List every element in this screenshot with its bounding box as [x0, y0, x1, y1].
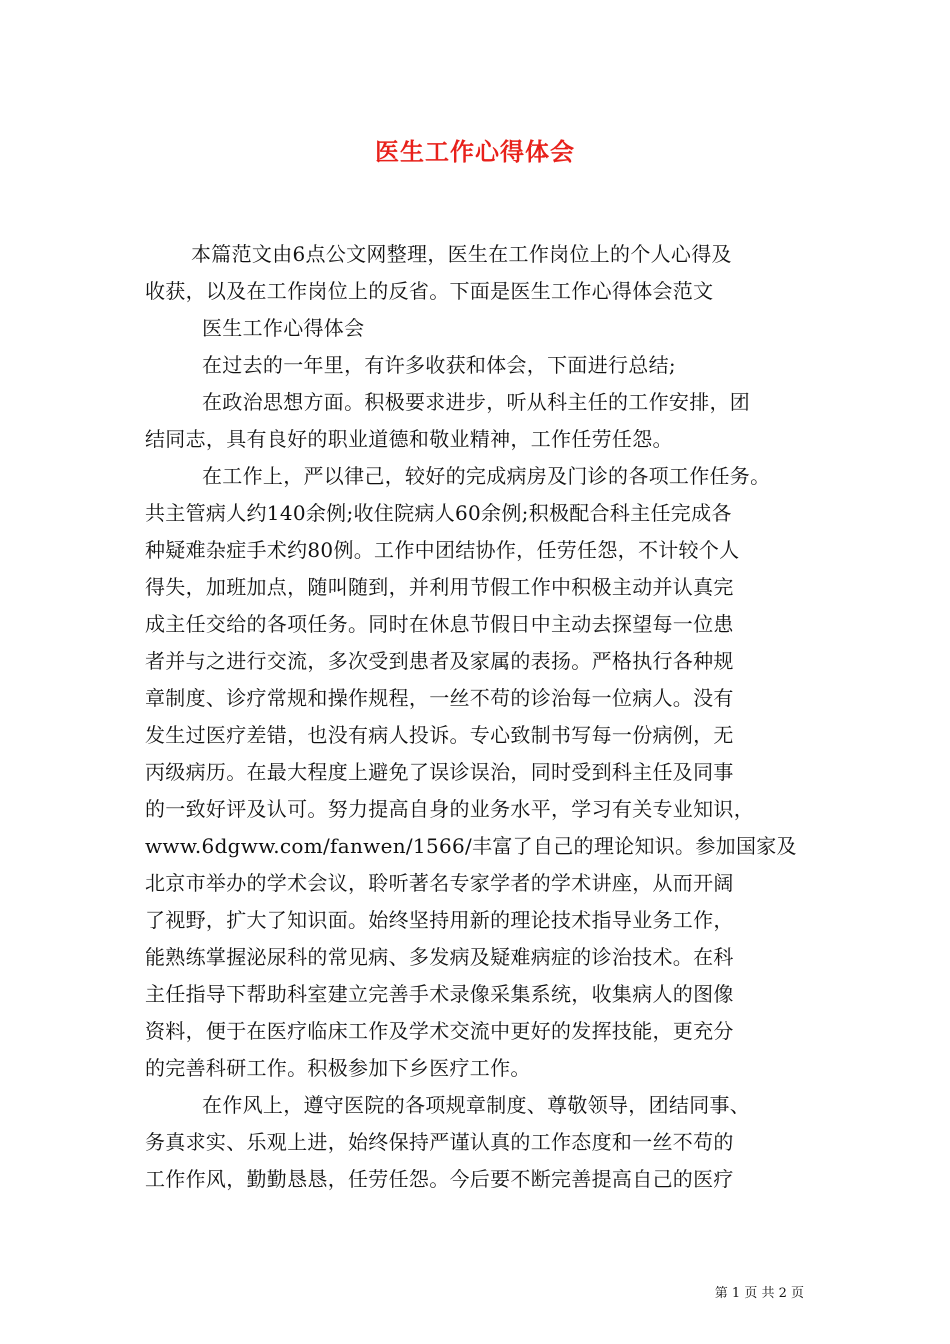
body-line: 北京市举办的学术会议，聆听著名专家学者的学术讲座，从而开阔	[145, 871, 734, 895]
body-line: 者并与之进行交流，多次受到患者及家属的表扬。严格执行各种规	[145, 649, 734, 673]
body-line: 工作作风，勤勤恳恳，任劳任怨。今后要不断完善提高自己的医疗	[145, 1167, 734, 1191]
body-line: www.6dgww.com/fanwen/1566/丰富了自己的理论知识。参加国家及	[145, 834, 797, 858]
body-line: 章制度、诊疗常规和操作规程，一丝不苟的诊治每一位病人。没有	[145, 686, 734, 710]
body-line: 结同志，具有良好的职业道德和敬业精神，工作任劳任怨。	[145, 427, 673, 451]
body-line: 在作风上，遵守医院的各项规章制度、尊敬领导，团结同事、	[202, 1093, 751, 1117]
body-line: 种疑难杂症手术约80例。工作中团结协作，任劳任怨，不计较个人	[145, 538, 740, 562]
document-title: 医生工作心得体会	[375, 137, 575, 166]
page-number: 第 1 页 共 2 页	[714, 1286, 804, 1301]
body-line: 本篇范文由6点公文网整理，医生在工作岗位上的个人心得及	[191, 242, 732, 266]
body-line: 主任指导下帮助科室建立完善手术录像采集系统，收集病人的图像	[145, 982, 734, 1006]
body-line: 务真求实、乐观上进，始终保持严谨认真的工作态度和一丝不苟的	[145, 1130, 734, 1154]
body-line: 医生工作心得体会	[202, 316, 365, 340]
document-body	[145, 236, 807, 1198]
body-line: 发生过医疗差错，也没有病人投诉。专心致制书写每一份病例，无	[145, 723, 734, 747]
body-line: 在政治思想方面。积极要求进步，听从科主任的工作安排，团	[202, 390, 751, 414]
body-line: 在工作上，严以律己，较好的完成病房及门诊的各项工作任务。	[202, 464, 771, 488]
body-line: 成主任交给的各项任务。同时在休息节假日中主动去探望每一位患	[145, 612, 734, 636]
body-line: 的一致好评及认可。努力提高自身的业务水平，学习有关专业知识，	[145, 797, 754, 821]
body-line: 得失，加班加点，随叫随到，并利用节假工作中积极主动并认真完	[145, 575, 734, 599]
body-line: 资料，便于在医疗临床工作及学术交流中更好的发挥技能，更充分	[145, 1019, 734, 1043]
body-line: 共主管病人约140余例;收住院病人60余例;积极配合科主任完成各	[145, 501, 732, 525]
body-line: 的完善科研工作。积极参加下乡医疗工作。	[145, 1056, 531, 1080]
body-line: 丙级病历。在最大程度上避免了误诊误治，同时受到科主任及同事	[145, 760, 734, 784]
body-line: 了视野，扩大了知识面。始终坚持用新的理论技术指导业务工作，	[145, 908, 734, 932]
body-line: 收获，以及在工作岗位上的反省。下面是医生工作心得体会范文	[145, 279, 714, 303]
body-line: 在过去的一年里，有许多收获和体会，下面进行总结;	[202, 353, 676, 377]
body-line: 能熟练掌握泌尿科的常见病、多发病及疑难病症的诊治技术。在科	[145, 945, 734, 969]
